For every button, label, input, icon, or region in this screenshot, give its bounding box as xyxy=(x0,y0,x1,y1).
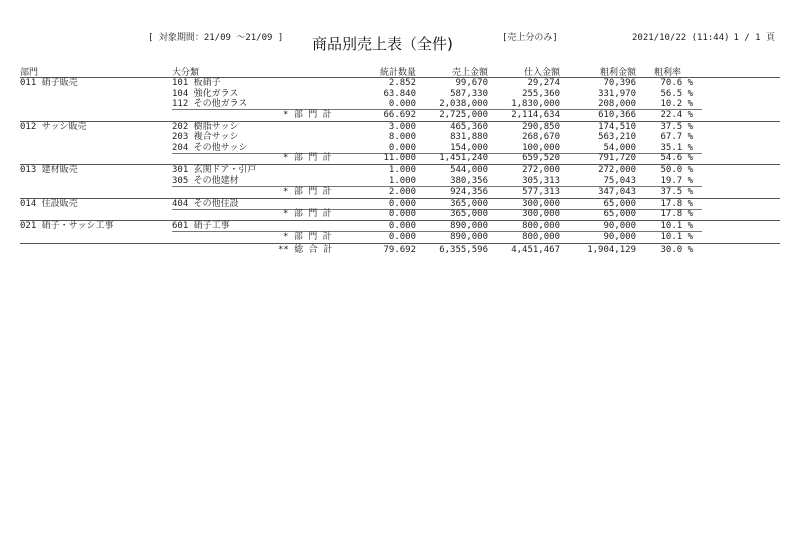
purchase-cell: 255,360 xyxy=(522,88,560,99)
purchase-cell: 100,000 xyxy=(522,142,560,153)
qty-cell: 0.000 xyxy=(388,221,416,232)
qty-cell: 0.000 xyxy=(388,99,416,110)
subtotal-purchase: 659,520 xyxy=(522,153,560,164)
rate-cell: 50.0 % xyxy=(660,165,693,176)
profit-cell: 174,510 xyxy=(598,121,636,132)
subtotal-purchase: 800,000 xyxy=(522,231,560,242)
category-cell: 101 板硝子 xyxy=(172,78,221,88)
category-cell: 601 硝子工事 xyxy=(172,221,230,232)
category-cell: 404 その他住設 xyxy=(172,198,239,209)
column-header-profit: 粗利金額 xyxy=(599,68,636,78)
rate-cell: 10.1 % xyxy=(660,221,693,232)
subtotal-label: * 部 門 計 xyxy=(283,231,332,242)
period-label: [ 対象期間：21/09 ～21/09 ] xyxy=(148,33,284,43)
qty-cell: 3.000 xyxy=(388,121,416,132)
subtotal-label: * 部 門 計 xyxy=(283,109,332,120)
rate-cell: 56.5 % xyxy=(660,88,693,99)
purchase-cell: 300,000 xyxy=(522,198,560,209)
subtotal-qty: 2.000 xyxy=(388,186,416,197)
sales-cell: 831,880 xyxy=(450,132,488,143)
category-cell: 204 その他サッシ xyxy=(172,142,248,153)
subtotal-sales: 1,451,240 xyxy=(439,153,488,164)
purchase-cell: 1,830,000 xyxy=(511,99,560,110)
profit-cell: 331,970 xyxy=(598,88,636,99)
subtotal-rate: 17.8 % xyxy=(660,209,693,220)
sales-cell: 2,038,000 xyxy=(439,99,488,110)
subtotal-label: * 部 門 計 xyxy=(283,186,332,197)
dept-label: 021 硝子・サッシ工事 xyxy=(20,221,114,232)
profit-cell: 70,396 xyxy=(603,78,636,88)
qty-cell: 8.000 xyxy=(388,132,416,143)
subtotal-profit: 347,043 xyxy=(598,186,636,197)
dept-label: 011 硝子販売 xyxy=(20,78,78,88)
column-header-purchase: 仕入金額 xyxy=(523,68,560,78)
qty-cell: 1.000 xyxy=(388,165,416,176)
grand-total-label: ** 総 合 計 xyxy=(278,244,333,255)
purchase-cell: 272,000 xyxy=(522,165,560,176)
subtotal-profit: 90,000 xyxy=(603,231,636,242)
column-header-qty: 統計数量 xyxy=(379,68,416,78)
subtotal-sales: 365,000 xyxy=(450,209,488,220)
subtotal-purchase: 2,114,634 xyxy=(511,109,560,120)
group-divider xyxy=(20,243,780,244)
column-header-category: 大分類 xyxy=(172,68,200,78)
sales-cell: 890,000 xyxy=(450,221,488,232)
category-cell: 104 強化ガラス xyxy=(172,88,239,99)
qty-cell: 2.852 xyxy=(388,78,416,88)
purchase-cell: 268,670 xyxy=(522,132,560,143)
sales-cell: 544,000 xyxy=(450,165,488,176)
purchase-cell: 29,274 xyxy=(527,78,560,88)
rate-cell: 37.5 % xyxy=(660,121,693,132)
subtotal-qty: 66.692 xyxy=(383,109,416,120)
profit-cell: 208,000 xyxy=(598,99,636,110)
profit-cell: 272,000 xyxy=(598,165,636,176)
purchase-cell: 290,850 xyxy=(522,121,560,132)
filter-label: [売上分のみ] xyxy=(502,33,558,43)
rate-cell: 67.7 % xyxy=(660,132,693,143)
grand-total-qty: 79.692 xyxy=(383,244,416,255)
qty-cell: 1.000 xyxy=(388,175,416,186)
column-header-rate: 粗利率 xyxy=(654,68,682,78)
column-header-dept: 部門 xyxy=(20,68,39,78)
subtotal-profit: 791,720 xyxy=(598,153,636,164)
subtotal-qty: 0.000 xyxy=(388,231,416,242)
purchase-cell: 305,313 xyxy=(522,175,560,186)
subtotal-sales: 924,356 xyxy=(450,186,488,197)
sales-cell: 587,330 xyxy=(450,88,488,99)
category-cell: 305 その他建材 xyxy=(172,175,239,186)
sales-cell: 365,000 xyxy=(450,198,488,209)
rate-cell: 19.7 % xyxy=(660,175,693,186)
subtotal-qty: 11.000 xyxy=(383,153,416,164)
subtotal-sales: 2,725,000 xyxy=(439,109,488,120)
category-cell: 203 複合サッシ xyxy=(172,132,239,143)
sales-cell: 380,356 xyxy=(450,175,488,186)
subtotal-rate: 22.4 % xyxy=(660,109,693,120)
category-cell: 112 その他ガラス xyxy=(172,99,248,110)
qty-cell: 0.000 xyxy=(388,198,416,209)
subtotal-sales: 890,000 xyxy=(450,231,488,242)
profit-cell: 563,210 xyxy=(598,132,636,143)
subtotal-profit: 610,366 xyxy=(598,109,636,120)
subtotal-rate: 54.6 % xyxy=(660,153,693,164)
sales-cell: 465,360 xyxy=(450,121,488,132)
page-title: 商品別売上表（全件) xyxy=(312,35,453,53)
grand-total-rate: 30.0 % xyxy=(660,244,693,255)
grand-total-profit: 1,904,129 xyxy=(587,244,636,255)
subtotal-purchase: 577,313 xyxy=(522,186,560,197)
subtotal-label: * 部 門 計 xyxy=(283,153,332,164)
print-datetime: 2021/10/22 (11:44) xyxy=(632,33,730,43)
purchase-cell: 800,000 xyxy=(522,221,560,232)
rate-cell: 70.6 % xyxy=(660,78,693,88)
sales-cell: 154,000 xyxy=(450,142,488,153)
qty-cell: 63.840 xyxy=(383,88,416,99)
grand-total-purchase: 4,451,467 xyxy=(511,244,560,255)
grand-total-sales: 6,355,596 xyxy=(439,244,488,255)
subtotal-qty: 0.000 xyxy=(388,209,416,220)
profit-cell: 90,000 xyxy=(603,221,636,232)
subtotal-profit: 65,000 xyxy=(603,209,636,220)
column-header-sales: 売上金額 xyxy=(451,68,488,78)
rate-cell: 10.2 % xyxy=(660,99,693,110)
profit-cell: 75,043 xyxy=(603,175,636,186)
subtotal-label: * 部 門 計 xyxy=(283,209,332,220)
category-cell: 301 玄関ドア・引戸 xyxy=(172,165,257,176)
profit-cell: 54,000 xyxy=(603,142,636,153)
page-number: 1 / 1 頁 xyxy=(733,33,775,43)
subtotal-rate: 10.1 % xyxy=(660,231,693,242)
category-cell: 202 樹脂サッシ xyxy=(172,121,239,132)
sales-cell: 99,670 xyxy=(455,78,488,88)
rate-cell: 35.1 % xyxy=(660,142,693,153)
dept-label: 014 住設販売 xyxy=(20,198,78,209)
dept-label: 013 建材販売 xyxy=(20,165,78,176)
subtotal-rate: 37.5 % xyxy=(660,186,693,197)
subtotal-purchase: 300,000 xyxy=(522,209,560,220)
profit-cell: 65,000 xyxy=(603,198,636,209)
qty-cell: 0.000 xyxy=(388,142,416,153)
rate-cell: 17.8 % xyxy=(660,198,693,209)
dept-label: 012 サッシ販売 xyxy=(20,121,87,132)
